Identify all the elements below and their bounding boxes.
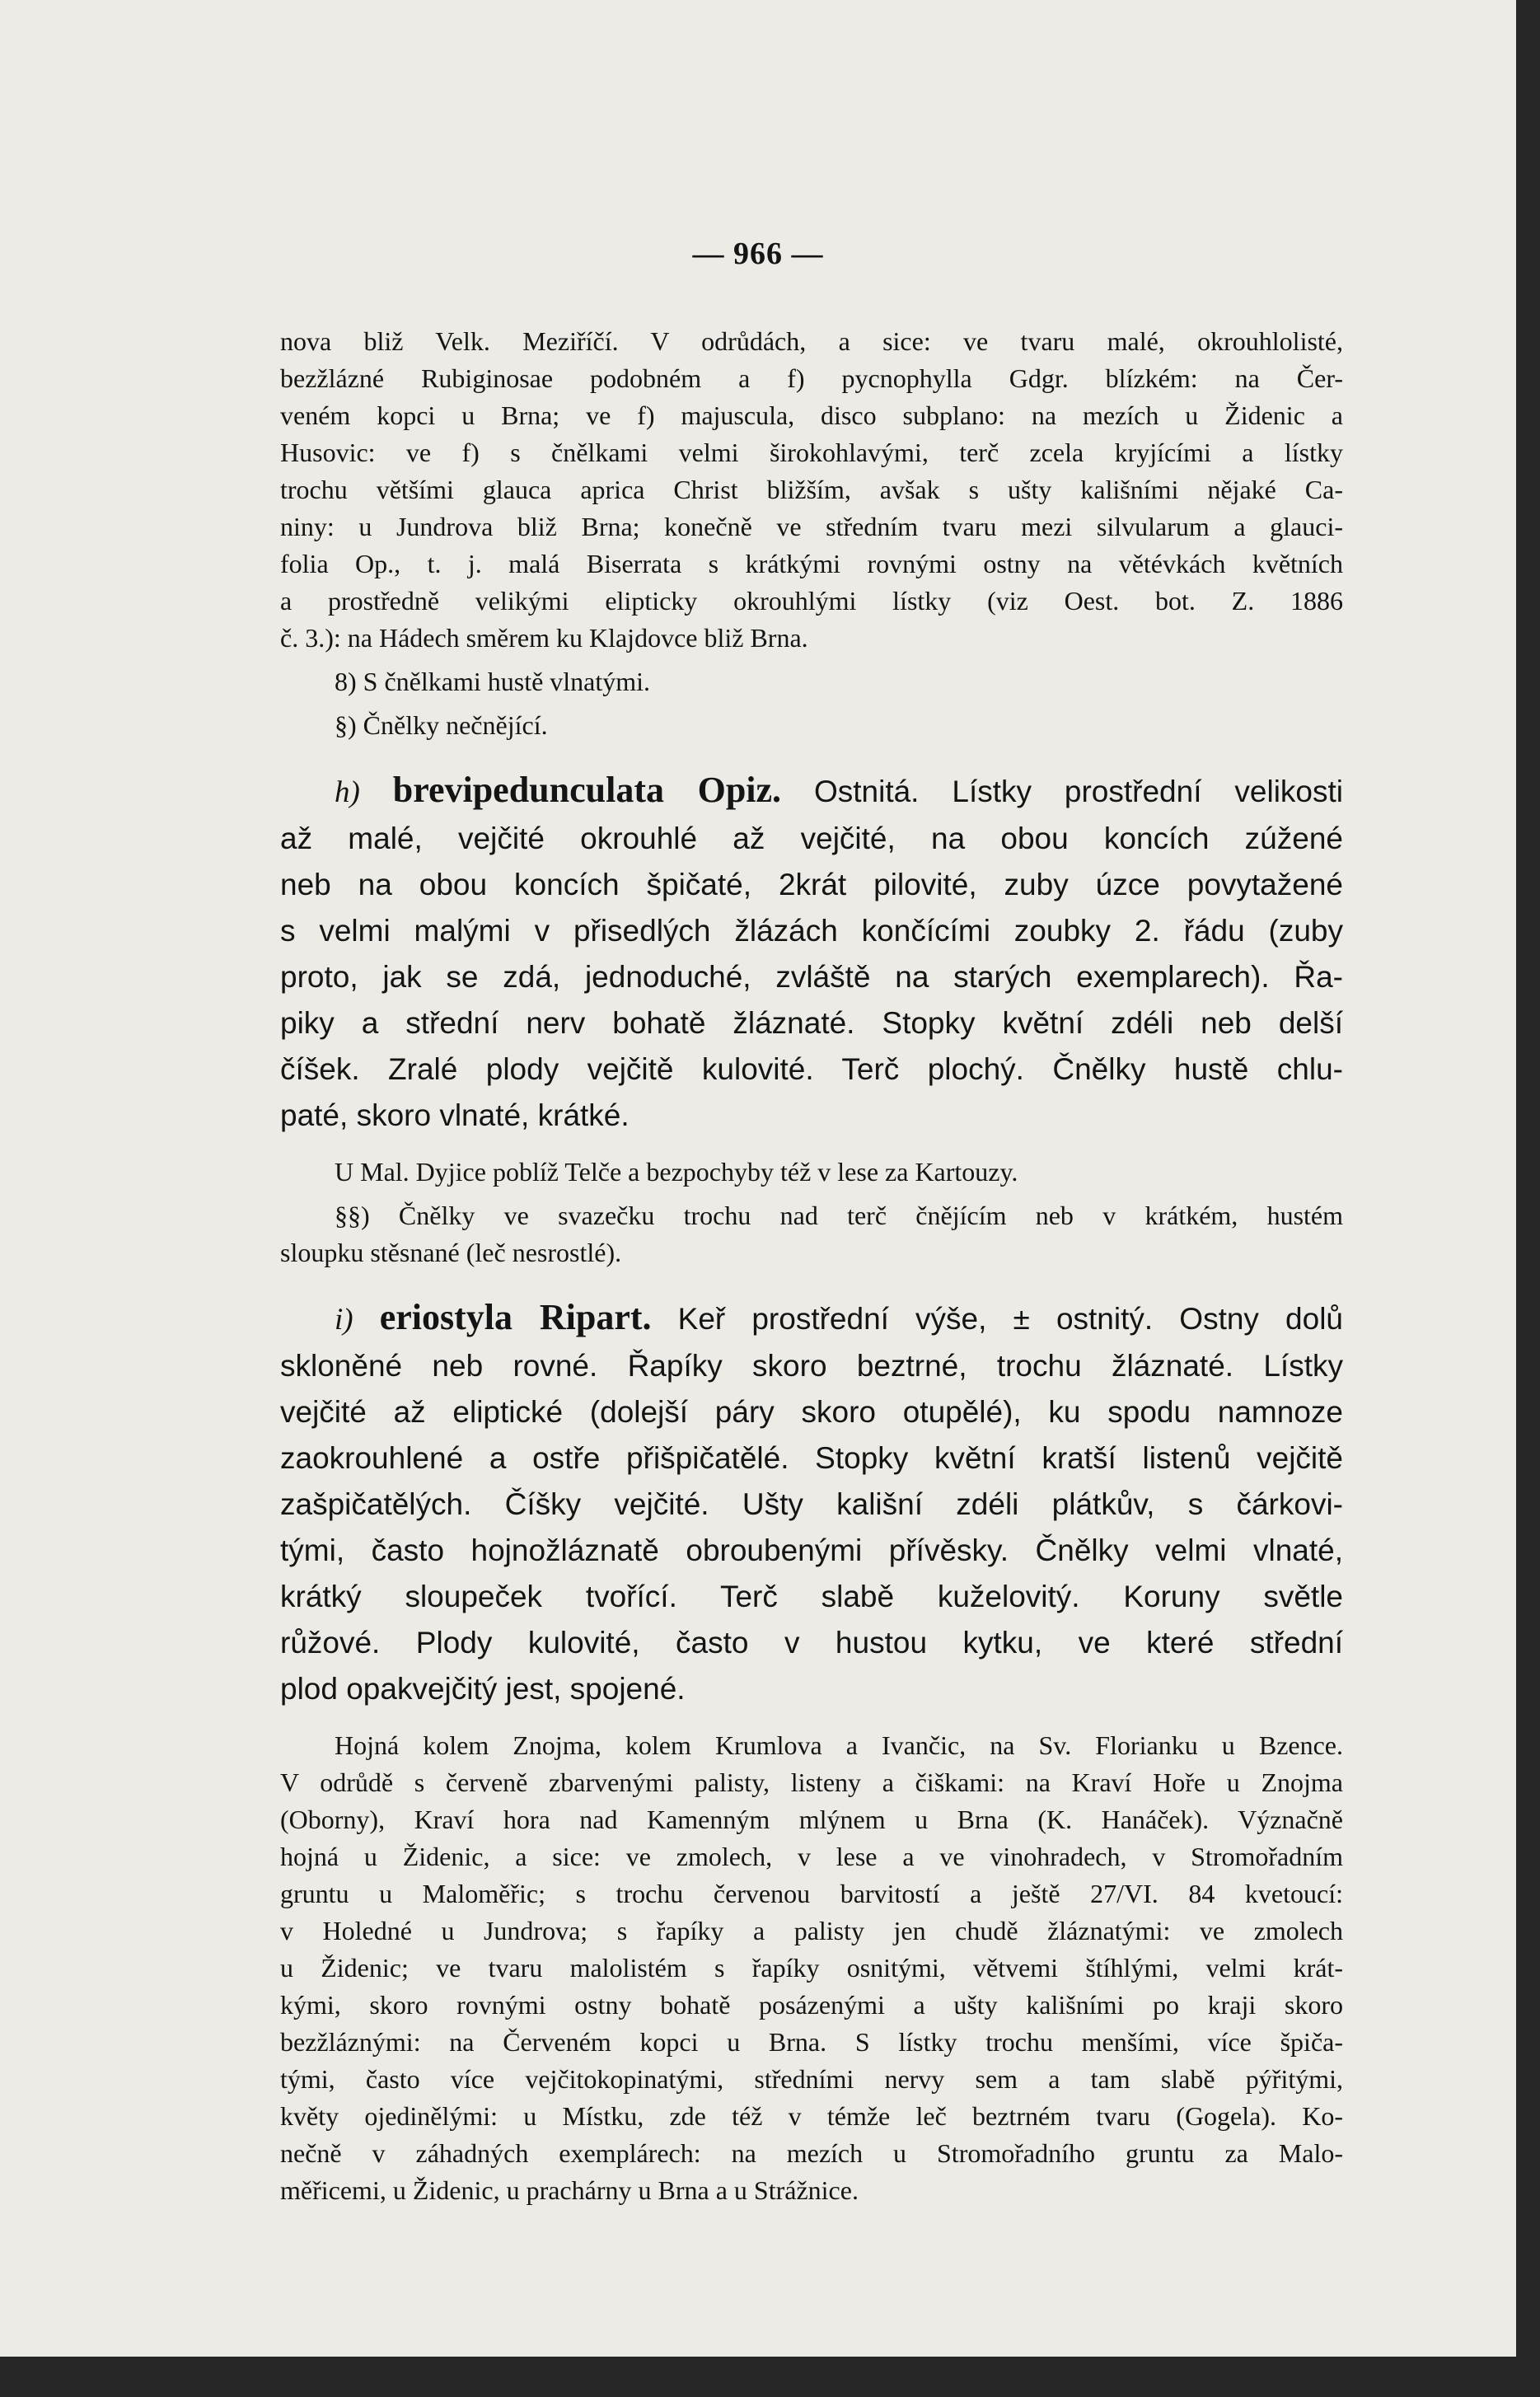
taxon-heading-line (280, 1294, 1343, 1343)
text-line: tými, často hojnožláznatě obroubenými přívěsky. Čnělky velmi vlnaté, (280, 1533, 1343, 1567)
key-entry-woolly-styles (280, 663, 1343, 700)
text-line: kými, skoro rovnými ostny bohatě posázenými a ušty kališními po kraji skoro (280, 1990, 1343, 2020)
text-line: nečně v záhadných exemplárech: na mezích u Stromořadního gruntu za Malo- (280, 2138, 1343, 2168)
text-line: hojná u Židenic, a sice: ve zmolech, v lese a ve vinohradech, v Stromořadním (280, 1842, 1343, 1871)
paragraph-varieties (280, 323, 1343, 657)
taxon-i-description (280, 1294, 1343, 1712)
taxon-letter: i) (335, 1303, 353, 1337)
text-line: krátký sloupeček tvořící. Terč slabě kuželovitý. Koruny světle (280, 1580, 1343, 1613)
text-line: č. 3.): na Hádech směrem ku Klajdovce bliž Brna. (280, 623, 808, 653)
text-line: (Oborny), Kraví hora nad Kamenným mlýnem u Brna (K. Hanáček). Význačně (280, 1805, 1343, 1834)
text-line: trochu většími glauca aprica Christ bližším, avšak s ušty kališními nějaké Ca- (280, 475, 1343, 504)
taxon-letter: h) (335, 775, 360, 809)
text-line: Ostnitá. Lístky prostřední velikosti (813, 775, 1343, 808)
text-line: Keř prostřední výše, ± ostnitý. Ostny dolů (677, 1302, 1343, 1336)
text-line: zašpičatělých. Číšky vejčité. Ušty kališní zdéli plátkův, s čárkovi- (280, 1487, 1343, 1521)
text-line: nova bliž Velk. Meziříčí. V odrůdách, a sice: ve tvaru malé, okrouhlolisté, (280, 326, 1343, 356)
text-line: niny: u Jundrova bliž Brna; konečně ve středním tvaru mezi silvularum a glauci- (280, 512, 1343, 541)
text-line: u Židenic; ve tvaru malolistém s řapíky osnitými, větvemi štíhlými, velmi krát- (280, 1953, 1343, 1983)
text-line: tými, často více vejčitokopinatými, středními nervy sem a tam slabě pýřitými, (280, 2064, 1343, 2094)
text-line: folia Op., t. j. malá Biserrata s krátkými rovnými ostny na větévkách květních (280, 549, 1343, 578)
text-line: Husovic: ve f) s čnělkami velmi širokohlavými, terč zcela kryjícími a lístky (280, 438, 1343, 467)
text-line: s velmi malými v přisedlých žlázách končícími zoubky 2. řádu (zuby (280, 914, 1343, 948)
text-line: růžové. Plody kulovité, často v hustou kytku, ve které střední (280, 1626, 1343, 1660)
text-line: paté, skoro vlnaté, krátké. (280, 1098, 630, 1132)
page-number: — 966 — (692, 236, 824, 271)
text-line: v Holedné u Jundrova; s řapíky a palisty jen chudě žláznatými: ve zmolech (280, 1916, 1343, 1945)
taxon-i-localities (280, 1727, 1343, 2209)
taxon-h-locality (280, 1154, 1343, 1191)
text-line: veném kopci u Brna; ve f) majuscula, disco subplano: na mezích u Židenic a (280, 400, 1343, 430)
key-line: §§) Čnělky ve svazečku trochu nad terč čnějícím neb v krátkém, hustém (335, 1201, 1343, 1230)
text-line: Hojná kolem Znojma, kolem Krumlova a Ivančic, na Sv. Florianku u Bzence. (335, 1730, 1343, 1760)
text-line: skloněné neb rovné. Řapíky skoro beztrné, trochu žláznaté. Lístky (280, 1349, 1343, 1383)
key-line: 8) S čnělkami hustě vlnatými. (335, 667, 651, 696)
taxon-name: eriostyla Ripart. (379, 1297, 652, 1337)
taxon-h-description (280, 767, 1343, 1139)
text-line: U Mal. Dyjice poblíž Telče a bezpochyby též v lese za Kartouzy. (335, 1157, 1018, 1187)
text-line: gruntu u Maloměřic; s trochu červenou barvitostí a ještě 27/VI. 84 kvetoucí: (280, 1879, 1343, 1908)
text-line: zaokrouhlené a ostře přišpičatělé. Stopky květní kratší listenů vejčitě (280, 1441, 1343, 1475)
key-line: sloupku stěsnané (leč nesrostlé). (280, 1238, 622, 1267)
text-line: plod opakvejčitý jest, spojené. (280, 1672, 686, 1706)
taxon-heading-line (280, 767, 1343, 816)
text-line: a prostředně velikými elipticky okrouhlými lístky (viz Oest. bot. Z. 1886 (280, 586, 1343, 616)
taxon-name: brevipedunculata Opiz. (392, 770, 782, 810)
text-line: proto, jak se zdá, jednoduché, zvláště na starých exemplarech). Řa- (280, 960, 1343, 994)
text-line: bezžláznými: na Červeném kopci u Brna. S lístky trochu menšími, více špiča- (280, 2027, 1343, 2057)
text-line: vejčité až eliptické (dolejší páry skoro otupělé), ku spodu namnoze (280, 1395, 1343, 1429)
key-entry-styles-bundled (280, 1197, 1343, 1271)
text-line: V odrůdě s červeně zbarvenými palisty, listeny a čiškami: na Kraví Hoře u Znojma (280, 1767, 1343, 1797)
text-line: až malé, vejčité okrouhlé až vejčité, na obou koncích zúžené (280, 822, 1343, 855)
text-line: neb na obou koncích špičaté, 2krát pilovité, zuby úzce povytažené (280, 868, 1343, 901)
text-line: bezžlázné Rubiginosae podobném a f) pycnophylla Gdgr. blízkém: na Čer- (280, 363, 1343, 393)
text-line: květy ojedinělými: u Místku, zde též v témže leč beztrném tvaru (Gogela). Ko- (280, 2101, 1343, 2131)
text-line: měřicemi, u Židenic, u prachárny u Brna a u Strážnice. (280, 2175, 859, 2205)
key-line: §) Čnělky nečnějící. (335, 710, 548, 740)
text-line: číšek. Zralé plody vejčitě kulovité. Terč plochý. Čnělky hustě chlu- (280, 1052, 1343, 1086)
page-text (280, 323, 1343, 2209)
text-line: piky a střední nerv bohatě žláznaté. Stopky květní zdéli neb delší (280, 1006, 1343, 1040)
key-entry-styles-not-protruding (280, 707, 1343, 744)
